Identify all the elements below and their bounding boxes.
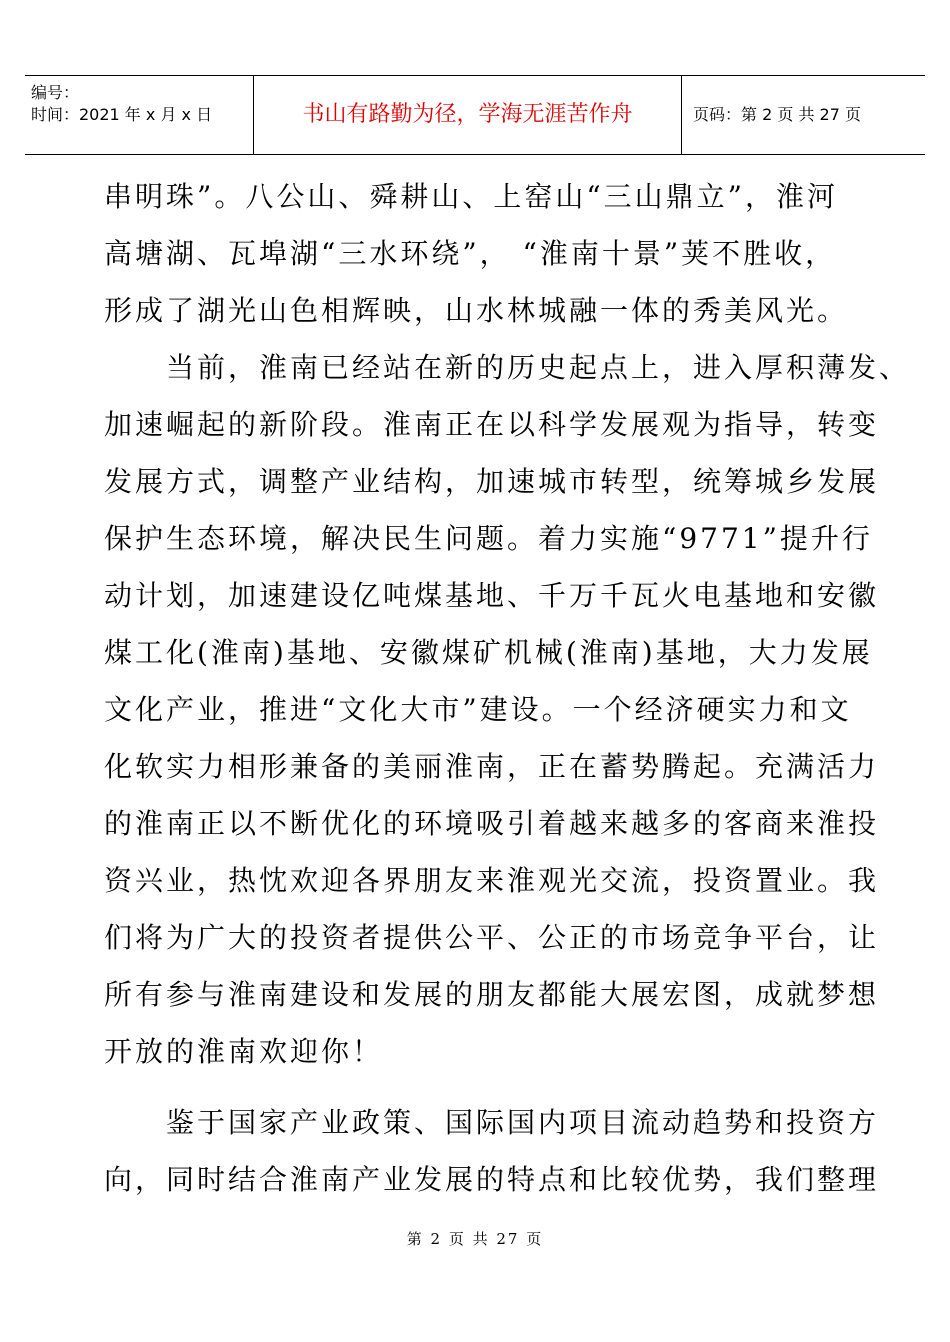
text-line: 串明珠”。八公山、舜耕山、上窑山“三山鼎立”，淮河 <box>104 180 838 213</box>
text-line: 文化产业，推进“文化大市”建设。一个经济硬实力和文 <box>104 693 852 726</box>
text-line: 高塘湖、瓦埠湖“三水环绕”， “淮南十景”荚不胜收， <box>104 237 837 270</box>
text-line: 煤工化(淮南)基地、安徽煤矿机械(淮南)基地，大力发展 <box>104 636 873 669</box>
header-motto: 书山有路勤为径，学海无涯苦作舟 <box>254 76 682 154</box>
text-line: 开放的淮南欢迎你！ <box>104 1035 384 1068</box>
text-line: 化软实力相形兼备的美丽淮南，正在蓄势腾起。充满活力 <box>104 750 880 783</box>
text-line: 的淮南正以不断优化的环境吸引着越来越多的客商来淮投 <box>104 807 880 840</box>
text-line: 形成了湖光山色相辉映，山水林城融一体的秀美风光。 <box>104 294 849 327</box>
text-line: 当前，淮南已经站在新的历史起点上，进入厚积薄发、 <box>104 351 911 384</box>
text-line: 鉴于国家产业政策、国际国内项目流动趋势和投资方 <box>104 1106 880 1139</box>
header-left-cell <box>25 76 254 154</box>
page-footer: 第 2 页 共 27 页 <box>406 1230 544 1248</box>
page-header <box>25 75 925 155</box>
document-number-label: 编号： <box>31 83 80 102</box>
text-line: 向，同时结合淮南产业发展的特点和比较优势，我们整理 <box>104 1163 880 1196</box>
text-line: 动计划，加速建设亿吨煤基地、千万千瓦火电基地和安徽 <box>104 579 880 612</box>
text-line: 所有参与淮南建设和发展的朋友都能大展宏图，成就梦想 <box>104 978 880 1011</box>
text-line: 资兴业，热忱欢迎各界朋友来淮观光交流，投资置业。我 <box>104 864 880 897</box>
text-line: 们将为广大的投资者提供公平、公正的市场竞争平台，让 <box>104 921 880 954</box>
text-line: 加速崛起的新阶段。淮南正在以科学发展观为指导，转变 <box>104 408 880 441</box>
text-line: 发展方式，调整产业结构，加速城市转型，统筹城乡发展 <box>104 465 880 498</box>
header-page-number: 页码：第 2 页 共 27 页 <box>693 105 861 124</box>
document-time-label: 时间：2021 年 x 月 x 日 <box>31 105 213 124</box>
text-line: 保护生态环境，解决民生问题。着力实施“9771”提升行 <box>104 522 873 555</box>
